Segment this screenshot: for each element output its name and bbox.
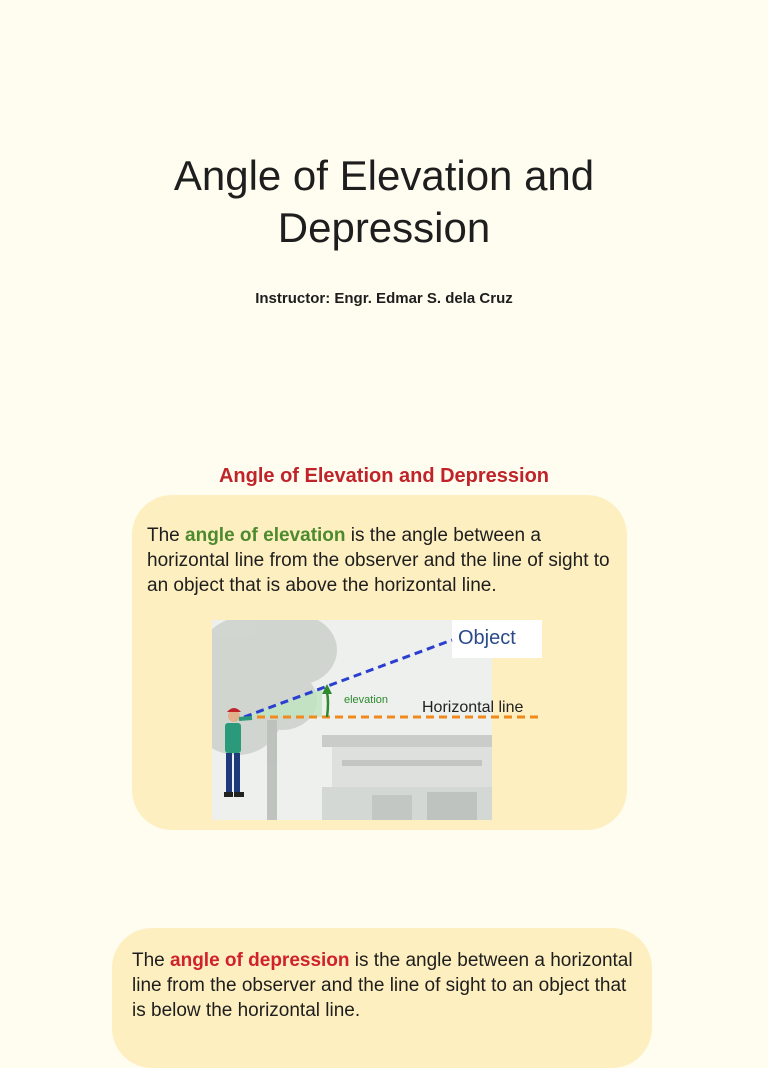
slide-heading: Angle of Elevation and Depression: [218, 465, 550, 487]
title-line-1: Angle of Elevation and: [173, 152, 595, 199]
page-title: [0, 150, 768, 254]
elevation-definition: [147, 523, 617, 598]
angle-arc: [327, 692, 328, 717]
instructor-credit: Instructor: Engr. Edmar S. dela Cruz: [255, 290, 513, 307]
object-label: Object: [458, 627, 516, 649]
elevation-term: angle of elevation: [185, 525, 346, 546]
title-line-2: Depression: [277, 204, 491, 251]
depression-text-before: The: [132, 950, 171, 971]
elevation-text-after: is the angle between a horizontal line from the observer and the line of sight to an object that is above the horizontal line.: [147, 525, 610, 596]
depression-text-after: is the angle between a horizontal line from the observer and the line of sight to an object that is below the horizontal line.: [132, 950, 633, 1021]
building-silhouette: [322, 735, 492, 820]
horizontal-line-label: Horizontal line: [422, 699, 524, 716]
card-fill-right: [492, 658, 542, 820]
elevation-text-before: The: [147, 525, 186, 546]
elevation-diagram: [212, 620, 542, 820]
angle-label: elevation: [344, 694, 389, 706]
depression-definition: [132, 948, 642, 1023]
depression-card: [112, 928, 652, 1068]
depression-term: angle of depression: [170, 950, 350, 971]
elevation-card: [132, 495, 627, 830]
